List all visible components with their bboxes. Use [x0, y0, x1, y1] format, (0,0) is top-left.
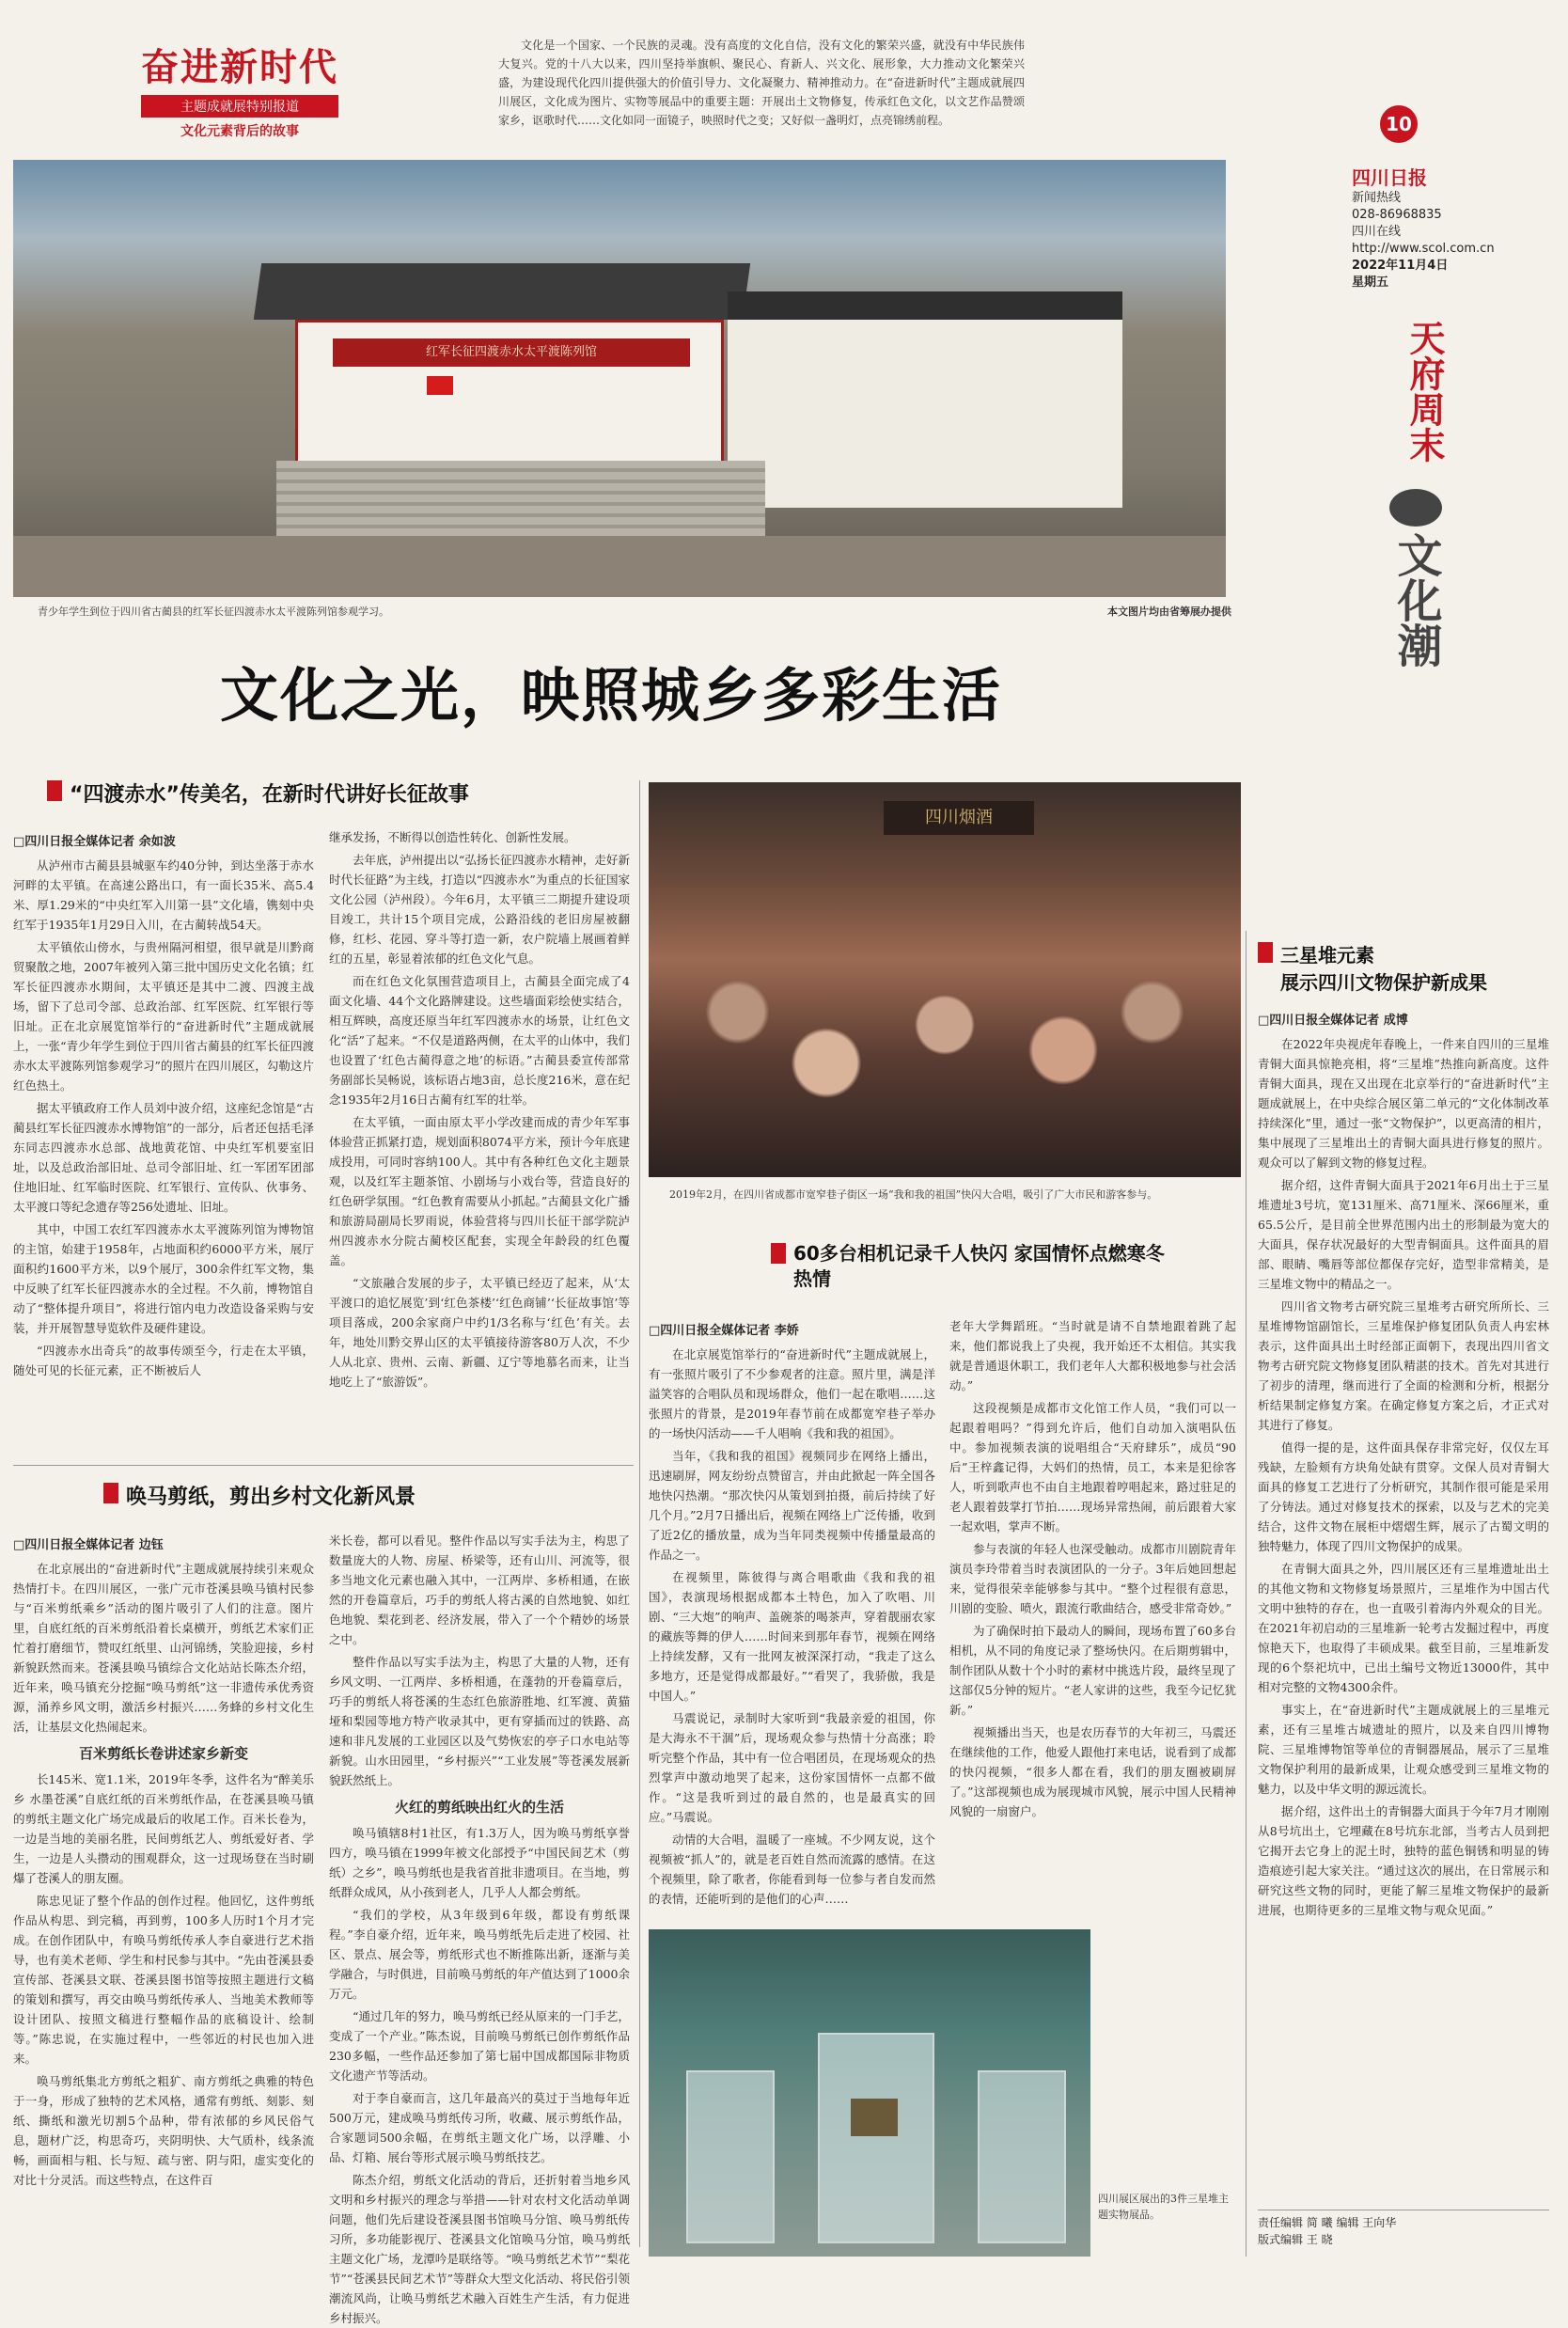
paragraph: 在北京展出的“奋进新时代”主题成就展持续引来观众热情打卡。在四川展区，一张广元市苍溪县唤马镇村民参与“百米剪纸乘乡”活动的图片吸引了人们的注意。图片里，自底红纸的百米剪纸沿着长桌横开，剪纸艺术家们正忙着打磨细节，赞叹红纸里、山河锦绣，笑脸迎接，乡村新貌跃然而来。苍溪县唤马镇综合文化站站长陈杰介绍，近年来，唤马镇充分挖掘“唤马剪纸”这一非遗传承优秀资源，涌养乡风文明，激活乡村振兴……务蜂的乡村文化生活，让基层文化热闹起来。	[13, 1562, 314, 1734]
section-marker	[771, 1243, 786, 1264]
hero-caption: 青少年学生到位于四川省古蔺县的红军长征四渡赤水太平渡陈列馆参观学习。	[38, 606, 389, 618]
article3-byline: □四川日报全媒体记者 李娇	[649, 1324, 799, 1338]
flashmob-caption: 2019年2月，在四川省成都市宽窄巷子街区一场“我和我的祖国”快闪大合唱，吸引了广大市民和游客参与。	[669, 1188, 1158, 1201]
article3-column-1	[649, 1345, 935, 1909]
photo-credit: 本文图片均由省筹展办提供	[1107, 606, 1231, 618]
paragraph: 整件作品以写实手法为主，构思了大量的人物，还有乡风文明、一江两岸、多桥相通，在蓬勃的开卷篇章后，巧手的剪纸人将苍溪的生态红色旅游胜地、红军渡、黄猫垭和梨园等地方特产收录其中，更有穿插而过的铁路、高速和非凡发展的工业园区以及气势恢宏的亭子口水电站等新貌。山水田园里，“乡村振兴”“工业发展”等苍溪发展新貌跃然纸上。	[329, 1655, 630, 1787]
display-case-right	[978, 2070, 1066, 2243]
section-marker	[1258, 942, 1273, 963]
paragraph: “通过几年的努力，唤马剪纸已经从原来的一门手艺，变成了一个产业。”陈杰说，目前唤马剪纸已创作剪纸作品230多幅，一些作品还参加了第七届中国成都国际非物质文化遗产节等活动。	[329, 2009, 630, 2083]
page-number-badge	[1380, 105, 1418, 143]
paragraph: “四渡赤水出奇兵”的故事传颂至今，行走在太平镇，随处可见的长征元素，正不断被后人	[13, 1344, 314, 1377]
supplement-logo: 天府周末	[1403, 320, 1446, 463]
paragraph: “我们的学校，从3年级到6年级，都设有剪纸课程。”李自豪介绍，近年来，唤马剪纸先后走进了校园、社区、景点、展会等，剪纸形式也不断推陈出新，逐渐与美学融合，与时俱进，目前唤马剪纸的年产值达到了1000余万元。	[329, 1908, 630, 2001]
paragraph: 唤马剪纸集北方剪纸之粗犷、南方剪纸之典雅的特色于一身，形成了独特的艺术风格，通常有剪纸、刻影、刻纸、撕纸和激光切割5个品种，带有浓郁的乡风民俗气息，题材广泛，构思奇巧，夹阴明快、大气质朴，线条流畅，画面相与粗、长与短、疏与密、阴与阳，虚实变化的对比十分灵活。而这些特点，在这件百	[13, 2074, 314, 2187]
series-tag: 文化元素背后的故事	[180, 124, 299, 139]
article2-subheading-1: 百米剪纸长卷讲述家乡新变	[78, 1745, 248, 1762]
side-building	[728, 291, 1122, 508]
paragraph: 为了确保时拍下最动人的瞬间，现场布置了60多台相机，从不同的角度记录了整场快闪。在后期剪辑中，制作团队从数十个小时的素材中挑选片段，最终呈现了这部仅5分钟的短片。“老人家讲的这些，我至今记忆犹新。”	[949, 1624, 1236, 1717]
section-marker	[47, 780, 62, 801]
museum-banner: 红军长征四渡赤水太平渡陈列馆	[333, 338, 690, 367]
editor-credits	[1258, 2210, 1549, 2248]
paragraph: 参与表演的年轻人也深受触动。成都市川剧院青年演员李玲带着当时表演团队的一分子。3年后她回想起来，觉得很荣幸能够参与其中。“整个过程很有意思，川剧的变脸、喷火，跟流行歌曲结合，感受非常奇妙。”	[949, 1542, 1236, 1615]
paragraph: 视频播出当天，也是农历春节的大年初三，马震还在继续他的工作，他爱人跟他打来电话，说看到了成都的快闪视频，“很多人都在看，我们的朋友圈被刷屏了。”这部视频也成为展现城市风貌，展示中国人民精神风貌的一扇窗户。	[949, 1725, 1236, 1818]
paragraph: 而在红色文化氛围营造项目上，古蔺县全面完成了4面文化墙、44个文化路牌建设。这些墙面彩绘使实结合，相互辉映，高度还原当年红军四渡赤水的场景，让红色文化“活”了起来。“不仅是道路两侧，在太平的山体中，我们也设置了‘红色古蔺得意之地’的标语。”古蔺县委宣传部常务副部长吴畅说，该标语占地3亩，总长度216米，意在纪念1935年2月16日古蔺有红军的壮举。	[329, 974, 630, 1107]
article2-column-1	[13, 1559, 314, 2255]
paragraph: 在北京展览馆举行的“奋进新时代”主题成就展上，有一张照片吸引了不少参观者的注意。照片里，满是洋溢笑容的合唱队员和现场群众，他们一起在歌唱……这张照片的背景，是2019年春节前在成都宽窄巷子举办的一场快闪活动——千人唱响《我和我的祖国》。	[649, 1347, 935, 1440]
layout-editor-line: 版式编辑 王 晓	[1258, 2233, 1333, 2246]
bronze-mask-artifact	[851, 2099, 898, 2136]
paragraph: 这段视频是成都市文化馆工作人员，“我们可以一起跟着唱吗？”得到允许后，他们自动加入演唱队伍中。参加视频表演的说唱组合“天府肆乐”，成员“90后”王梓鑫记得，大妈们的热情，员工，本来是犯徐客人，听到歌声也不由自主地跟着哼唱起来，路过驻足的老人跟着鼓掌打节拍……现场异常热闹，前后跟着大家一起欢唱，掌声不断。	[949, 1401, 1236, 1534]
article4-title-line2: 展示四川文物保护新成果	[1280, 971, 1487, 994]
paragraph: 从泸州市古蔺县县城驱车约40分钟，到达坐落于赤水河畔的太平镇。在高速公路出口，有一面长35米、高5.4米、厚1.29米的“中央红军入川第一县”文化墙，镌刻中央红军于1935年1月29日入川，在古蔺转战54天。	[13, 858, 314, 932]
museum-roof	[254, 263, 750, 320]
paragraph: 陈杰介绍，剪纸文化活动的背后，还折射着当地乡风文明和乡村振兴的理念与举措——针对农村文化活动单调问题，他们先后建设苍溪县图书馆唤马分馆、唤马剪纸传习所，多功能影视厅、苍溪县文化馆唤马分馆，唤马剪纸主题文化广场，龙潭吟是联络等。“唤马剪纸艺术节”“梨花节”“苍溪县民间艺术节”等群众大型文化活动、将民俗引领潮流风尚，让唤马剪纸艺术融入百姓生产生活，有力促进乡村振兴。	[329, 2173, 630, 2325]
paper-info	[1352, 166, 1540, 291]
paragraph: 去年底，泸州提出以“弘扬长征四渡赤水精神，走好新时代长征路”为主线，打造以“四渡赤水”为重点的长征国家文化公园（泸州段）。今年6月，太平镇三二期提升建设项目竣工，共计15个项目完成，公路沿线的老旧房屋被翻修，红杉、花园、穿斗等打造一新，农户院墙上展画着鲜红的五星，彰显着浓郁的红色文化气息。	[329, 853, 630, 966]
paragraph: 陈忠见证了整个作品的创作过程。他回忆，这件剪纸作品从构思、到完稿，再到剪，100多人历时1个月才完成。在创作团队中，有唤马剪纸传承人李自豪进行艺术指导，也有美术老师、学生和村民参与其中。“先由苍溪县委宣传部、苍溪县文联、苍溪县图书馆等按照主题进行文稿的策划和撰写，再交由唤马剪纸传承人、当地美术教师等设计团队、按照文稿进行整幅作品的底稿设计、绘制等。”陈忠说，在实施过程中，一些邻近的村民也加入进来。	[13, 1894, 314, 2066]
paper-name: 四川日报	[1352, 166, 1427, 189]
column-label: 文化潮	[1389, 532, 1442, 668]
paragraph: 据介绍，这件青铜大面具于2021年6月出土于三星堆遗址3号坑，宽131厘米、高71厘米、深66厘米，重65.5公斤，是目前全世界范围内出土的形制最为宽大的大面具，保存状况最好的大型青铜面具。这件面具的眉部、眼睛、嘴唇等部位都保存完好，造型非常精美，是三星堆文物中的精品之一。	[1258, 1178, 1549, 1291]
paragraph: 其中，中国工农红军四渡赤水太平渡陈列馆为博物馆的主馆，始建于1958年，占地面积约6000平方米，展厅面积约1600平方米，以9个展厅，300余件红军文物，集中反映了红军长征四渡赤水的全过程。不久前，博物馆自动了“整体提升项目”，将进行馆内电力改造设备采购与安装，并开展智慧导览软件及硬件建设。	[13, 1222, 314, 1335]
series-subtitle: 主题成就展特别报道	[141, 95, 338, 118]
paragraph: 值得一提的是，这件面具保存非常完好，仅仅左耳残缺，左脸颊有方块角处缺有贯穿。文保人员对青铜大面具的修复工艺进行了分析研究，其制作很可能是采用了分铸法。通过对修复技术的探索，以及与艺术的完美结合，这件文物在展柜中熠熠生辉，展示了古蜀文明的独特魅力，体现了四川文物保护的成果。	[1258, 1440, 1549, 1553]
paragraph: 太平镇依山傍水，与贵州隔河相望，很早就是川黔商贸聚散之地，2007年被列入第三批中国历史文化名镇；红军长征四渡赤水期间，太平镇还是其中二渡、四渡主战场，留下了总司令部、总政治部、红军医院、红军银行等旧址。正在北京展览馆举行的“奋进新时代”主题成就展上，一张“青少年学生到位于四川省古蔺县的红军长征四渡赤水太平渡陈列馆参观学习”的照片在四川展区，勾勒这片红色热土。	[13, 940, 314, 1093]
exhibit-photo	[649, 1929, 1090, 2257]
flashmob-photo	[649, 782, 1241, 1177]
paragraph: 马震说记，录制时大家听到“我最亲爱的祖国，你是大海永不干涸”后，现场观众参与热情十分高涨；聆听完整个作品，其中有一位合唱团员，在现场观众的热烈掌声中激动地哭了起来，这份家国情怀一点都不做作。“这是我听到过的最自然的，也是最真实的回应。”马震说。	[649, 1711, 935, 1824]
article2-title: 唤马剪纸，剪出乡村文化新风景	[126, 1486, 416, 1509]
article2-column-2	[329, 1531, 630, 2325]
article4-byline: □四川日报全媒体记者 成博	[1258, 1014, 1408, 1028]
paragraph: 据太平镇政府工作人员刘中波介绍，这座纪念馆是“古蔺县红军长征四渡赤水博物馆”的一部分，后者还包括毛泽东同志四渡赤水总部、战地黄花馆、中央红军机要室旧址，以及总政治部旧址、总司令部旧址、红一军团军团部住地旧址、红军临时医院、红军银行、宣传队、伙事务、太平渡口等纪念遗存等256处遗址、旧址。	[13, 1101, 314, 1214]
intro-text: 文化是一个国家、一个民族的灵魂。没有高度的文化自信，没有文化的繁荣兴盛，就没有中华民族伟大复兴。党的十八大以来，四川坚持举旗帜、聚民心、育新人、兴文化、展形象，大力推动文化繁荣兴盛，为建设现代化四川提供强大的价值引导力、文化凝聚力、精神推动力。在“奋进新时代”主题成就展四川展区，文化成为图片、实物等展品中的重要主题：开展出土文物修复，传承红色文化，以文艺作品赞颂家乡，讴歌时代……文化如同一面镜子，映照时代之变；又好似一盏明灯，点亮锦绣前程。	[498, 39, 1025, 127]
plaza	[13, 536, 1226, 597]
paragraph: 继承发扬，不断得以创造性转化、创新性发展。	[329, 830, 576, 844]
series-logo	[141, 38, 338, 140]
article1-title-block	[47, 779, 630, 808]
paragraph: 当年，《我和我的祖国》视频同步在网络上播出，迅速刷屏，网友纷纷点赞留言，并由此掀起一阵全国各地快闪热潮。“那次快闪从策划到拍摄，前后持续了好几个月。”2月7日播出后，视频在网络上广泛传播，收到了近2亿的播放量，成为当年同类视频中传播量最高的作品之一。	[649, 1449, 935, 1562]
red-flag	[427, 376, 453, 395]
paragraph: 在视频里，陈彼得与离合唱歌曲《我和我的祖国》，表演现场根据成都本土特色，加入了吹唱、川剧、“三大炮”的响声、盖碗茶的喝茶声，穿着靓丽农家的藏族等舞的伊人……时间来到那年春节，视频在网络上持续发酵，又有一批网友被深深打动，“我走了这么多地方，还是觉得成都最好。”“看哭了，我骄傲，我是中国人。”	[649, 1570, 935, 1703]
article2-byline: □四川日报全媒体记者 边钰	[13, 1538, 164, 1552]
issue-weekday: 星期五	[1352, 275, 1389, 290]
stone-steps	[276, 461, 765, 536]
section-marker	[103, 1483, 118, 1503]
article1-title: “四渡赤水”传美名，在新时代讲好长征故事	[70, 783, 469, 807]
article3-column-2	[949, 1316, 1236, 1909]
display-case-center	[818, 2033, 934, 2243]
hotline-number: 028-86968835	[1352, 208, 1442, 222]
article4-column	[1258, 1034, 1549, 2200]
article1-column-1	[13, 856, 314, 1448]
paragraph: 长145米、宽1.1米，2019年冬季，这件名为“醉美乐乡 水墨苍溪”自底红纸的百米剪纸作品，在苍溪县唤马镇的剪纸主题文化广场完成最后的收尾工作。百米长卷为，一边是当地的美丽名胜，民间剪纸艺人、剪纸爱好者、学生，一边是人头攒动的围观群众，这一过现场登在当时刷爆了苍溪人的朋友圈。	[13, 1772, 314, 1885]
paragraph: “文旅融合发展的步子，太平镇已经迈了起来，从‘太平渡口的追忆展览’到‘红色茶楼’‘红色商铺’‘长征故事馆’等项目落成，200余家商户中约1/3名称与‘红色’有关。去年，地处川黔交界山区的太平镇接待游客80万人次，不少人从北京、贵州、云南、新疆、辽宁等地慕名而来，让当地吃上了“旅游饭”。	[329, 1276, 630, 1389]
issue-date: 2022年11月4日	[1352, 259, 1449, 273]
article2-subheading-2: 火红的剪纸映出红火的生活	[394, 1799, 564, 1816]
online-label: 四川在线	[1352, 225, 1402, 239]
paragraph: 唤马镇辖8村1社区，有1.3万人，因为唤马剪纸享誉四方，唤马镇在1999年被文化部授予“中国民间艺术（剪纸）之乡”，唤马剪纸也是我省首批非遗项目。在当地，剪纸群众成风，从小孩到老人，几乎人人都会剪纸。	[329, 1826, 630, 1899]
series-title: 奋进新时代	[141, 45, 338, 89]
paragraph: 在太平镇，一面由原太平小学改建而成的青少年军事体验营正抓紧打造，规划面积8074平方米，预计今年底建成投用，可同时容纳100人。其中有各种红色文化主题景观，以及红军主题茶馆、小剧场与小戏台等，营造良好的红色研学氛围。“红色教育需要从小抓起。”古蔺县文化广播和旅游局副局长罗雨说，体验营将与四川长征干部学院泸州四渡赤水分院古蔺校区配套，实现全年龄段的红色覆盖。	[329, 1115, 630, 1267]
hero-photo	[13, 160, 1226, 597]
paragraph: 据介绍，这件出土的青铜器大面具于今年7月才刚刚从8号坑出土，它埋藏在8号坑东北部，当考古人员到把它揭开去它身上的泥土时，独特的蓝色铜锈和明显的铸造痕迹引起大家关注。“通过这次的展出，在日常展示和研究这些文物的同时，更能了解三星堆文物保护的最新进展，也期待更多的三星堆文物与观众见面。”	[1258, 1804, 1549, 1917]
hotline-label: 新闻热线	[1352, 191, 1402, 205]
cloud-icon	[1389, 489, 1442, 527]
article3-title: 60多台相机记录千人快闪 家国情怀点燃寒冬热情	[793, 1242, 1165, 1290]
article3-title-block	[771, 1241, 1166, 1292]
article4-title-line1: 三星堆元素	[1280, 944, 1374, 967]
paragraph: 四川省文物考古研究院三星堆考古研究所所长、三星堆博物馆副馆长，三星堆保护修复团队负责人冉宏林表示，这件面具出土时经部正面朝下，表现出四川省文物考古研究院文物修复团队精湛的技术。首先对其进行了初步的清理，继而进行了全面的检测和分析，根据分析结果制定修复方案。在确定修复方案之后，才正式对其进行了修复。	[1258, 1299, 1549, 1432]
editor-line: 责任编辑 简 曦 编辑 王向华	[1258, 2216, 1397, 2229]
website-link[interactable]: http://www.scol.com.cn	[1352, 242, 1495, 256]
page-number: 10	[1386, 113, 1412, 135]
column-name	[1389, 489, 1455, 696]
paragraph: 老年大学舞蹈班。“当时就是请不自禁地跟着跳了起来，他们都说我上了央视，我开始还不太相信。其实我就是普通退休职工，我们老年人大都积极地参与社会活动。”	[949, 1319, 1236, 1392]
crowd	[649, 923, 1241, 1177]
paragraph: 在青铜大面具之外，四川展区还有三星堆遗址出土的其他文物和文物修复场景照片，三星堆作为中国古代文明中独特的存在，也一直吸引着海内外观众的目光。在2021年初启动的三星堆新一轮考古发掘过程中，再度惊艳天下，也取得了丰硕成果。截至目前，三星堆新发现的6个祭祀坑中，已出土编号文物近13000件，其中相对完整的文物4300余件。	[1258, 1562, 1549, 1694]
main-headline: 文化之光，映照城乡多彩生活	[219, 661, 1002, 730]
article1-column-2	[329, 827, 630, 1448]
display-case-left	[686, 2070, 775, 2243]
article2-title-block	[103, 1481, 630, 1510]
paragraph: 对于李自豪而言，这几年最高兴的莫过于当地每年近500万元，建成唤马剪纸传习所，收藏、展示剪纸作品，合家题词500余幅，在剪纸主题文化广场，以浮雕、小品、灯箱、展台等形式展示唤马剪纸技艺。	[329, 2091, 630, 2164]
article4-title-block	[1258, 940, 1549, 995]
paragraph: 事实上，在“奋进新时代”主题成就展上的三星堆元素，还有三星堆古城遗址的照片，以及来自四川博物院、三星堆博物馆等单位的青铜器展品，展示了三星堆文物保护利用的最新成果，让观众感受到三星堆文物的魅力，以及中华文明的源远流长。	[1258, 1703, 1549, 1796]
paragraph: 在2022年央视虎年春晚上，一件来自四川的三星堆青铜大面具惊艳亮相，将“三星堆”热推向新高度。这件青铜大面具，现在又出现在北京举行的“奋进新时代”主题成就展上，在中央综合展区第二单元的“文化体制改革持续深化”里，通过一张“文物保护”，以更高清的相片，集中展现了三星堆出土的青铜大面具进行修复的照片。观众可以了解到文物的修复过程。	[1258, 1037, 1549, 1170]
paragraph: 米长卷，都可以看见。整件作品以写实手法为主，构思了数量庞大的人物、房屋、桥梁等，还有山川、河流等，很多当地文化元素也融入其中，一江两岸、多桥相通，在嵌然的开卷篇章后，巧手的剪纸人将古溪的自然地貌、如红色地貌、梨花到老、经济发展，带入了一个个精妙的场景之中。	[329, 1534, 630, 1646]
exhibit-caption: 四川展区展出的3件三星堆主题实物展品。	[1098, 2193, 1229, 2221]
shop-sign: 四川烟酒	[884, 801, 1034, 835]
paragraph: 动情的大合唱，温暖了一座城。不少网友说，这个视频被“抓人”的，就是老百姓自然而流露的感情。在这个视频里，除了歌者，你能看到每一位参与者自发而然的表情，还能听到的是他们的心声……	[649, 1833, 935, 1906]
article1-byline: □四川日报全媒体记者 余如波	[13, 835, 176, 849]
